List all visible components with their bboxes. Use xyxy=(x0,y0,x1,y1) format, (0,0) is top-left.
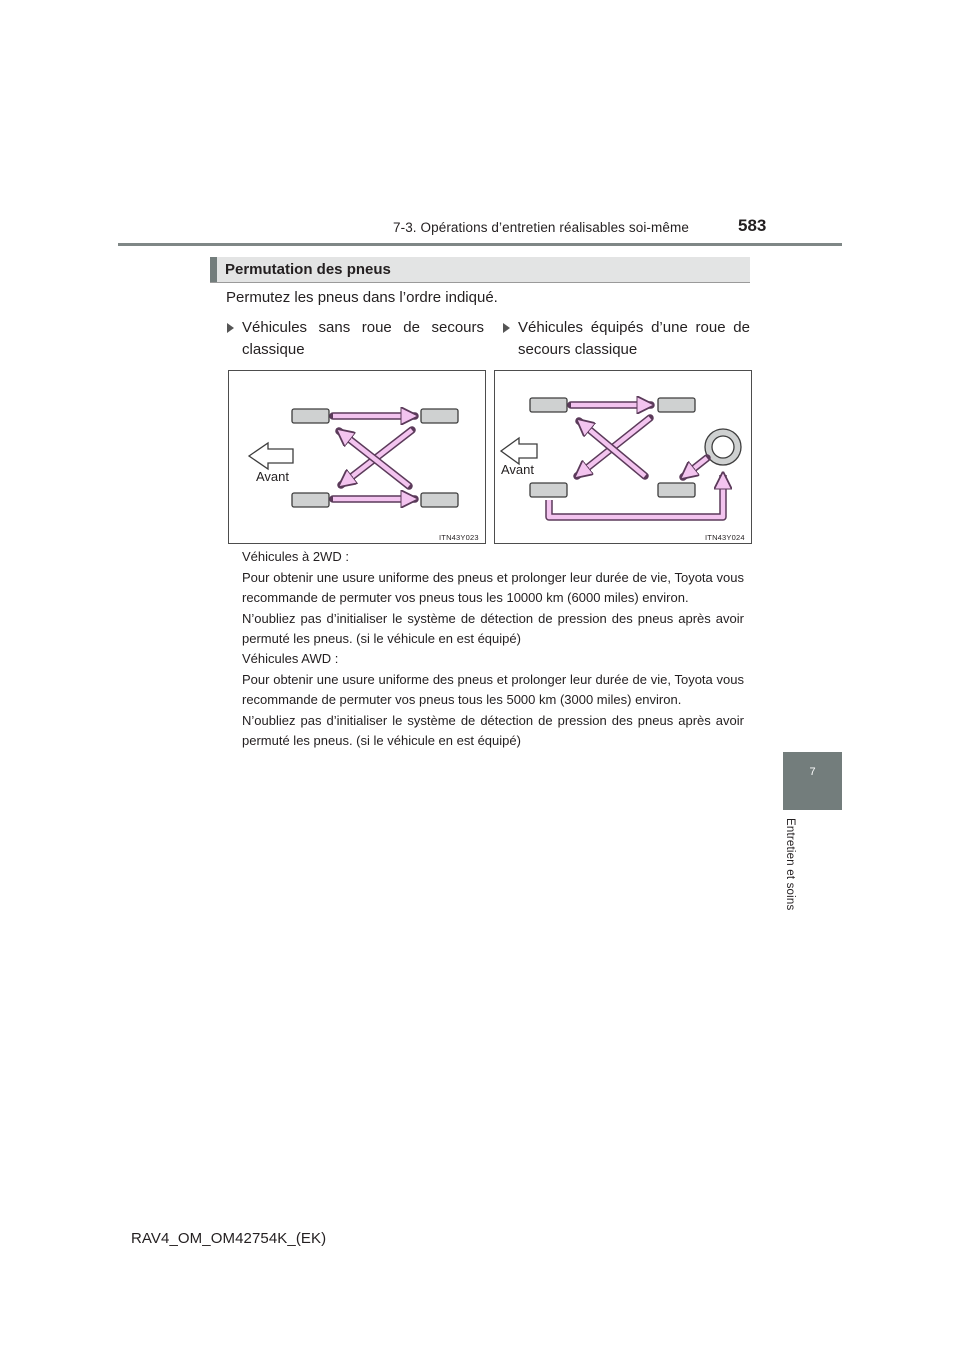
note-heading: Véhicules à 2WD : xyxy=(242,549,349,564)
chapter-label: Entretien et soins xyxy=(784,818,796,911)
figure-code: ITN43Y023 xyxy=(439,533,479,542)
note-heading: Véhicules AWD : xyxy=(242,651,339,666)
section-heading-text: Permutation des pneus xyxy=(225,261,391,278)
note-paragraph: N’oubliez pas d’initialiser le système de détection de pression des pneus après avoir permuté les pneus. (si le véhicule en est équipé) xyxy=(242,610,744,646)
header-section-title: 7-3. Opérations d’entretien réalisables soi-même xyxy=(393,220,689,235)
footer-manual-code: RAV4_OM_OM42754K_(EK) xyxy=(131,1230,327,1247)
front-right-tire xyxy=(658,398,695,412)
intro-text: Permutez les pneus dans l’ordre indiqué. xyxy=(226,289,498,306)
front-label: Avant xyxy=(501,462,535,477)
header-rule xyxy=(118,243,842,246)
note-paragraph: Pour obtenir une usure uniforme des pneus et prolonger leur durée de vie, Toyota vous recommande de permuter vos pneus tous les 5000 km (3000 miles) environ. xyxy=(242,671,744,707)
note-paragraph: Pour obtenir une usure uniforme des pneus et prolonger leur durée de vie, Toyota vous recommande de permuter vos pneus tous les 10000 km (6000 miles) environ. xyxy=(242,569,744,605)
chapter-number: 7 xyxy=(809,766,816,778)
rotation-arrows xyxy=(333,416,415,499)
front-left-tire xyxy=(530,398,567,412)
front-right-tire xyxy=(421,409,458,423)
note-2wd xyxy=(242,547,744,650)
front-direction-arrow-icon xyxy=(501,438,537,464)
case-title-with-spare xyxy=(503,317,750,363)
rotation-diagram-drawing xyxy=(229,371,485,543)
rotation-diagram-without-spare xyxy=(228,370,486,544)
note-awd xyxy=(242,649,744,752)
figure-code: ITN43Y024 xyxy=(705,533,745,542)
page-number: 583 xyxy=(738,216,767,235)
rotation-diagram-drawing xyxy=(495,371,751,543)
front-left-tire xyxy=(292,409,329,423)
case-title-text: Véhicules équipés d’une roue de secours classique xyxy=(518,319,750,358)
rotation-arrows xyxy=(549,405,723,517)
front-label: Avant xyxy=(256,469,290,484)
case-title-without-spare xyxy=(227,317,482,363)
rear-left-tire xyxy=(530,483,567,497)
note-paragraph: N’oubliez pas d’initialiser le système de détection de pression des pneus après avoir permuté les pneus. (si le véhicule en est équipé) xyxy=(242,712,744,748)
chapter-tab xyxy=(783,752,842,810)
triangle-bullet-icon xyxy=(503,323,510,333)
rear-right-tire xyxy=(658,483,695,497)
section-heading xyxy=(210,257,750,283)
rotation-diagram-with-spare xyxy=(494,370,752,544)
spare-tire xyxy=(705,429,741,465)
rear-right-tire xyxy=(421,493,458,507)
rear-left-tire xyxy=(292,493,329,507)
front-direction-arrow-icon xyxy=(249,443,293,469)
case-title-text: Véhicules sans roue de secours classique xyxy=(242,319,484,358)
chapter-label-container xyxy=(778,818,808,938)
triangle-bullet-icon xyxy=(227,323,234,333)
section-heading-bar xyxy=(210,257,217,282)
